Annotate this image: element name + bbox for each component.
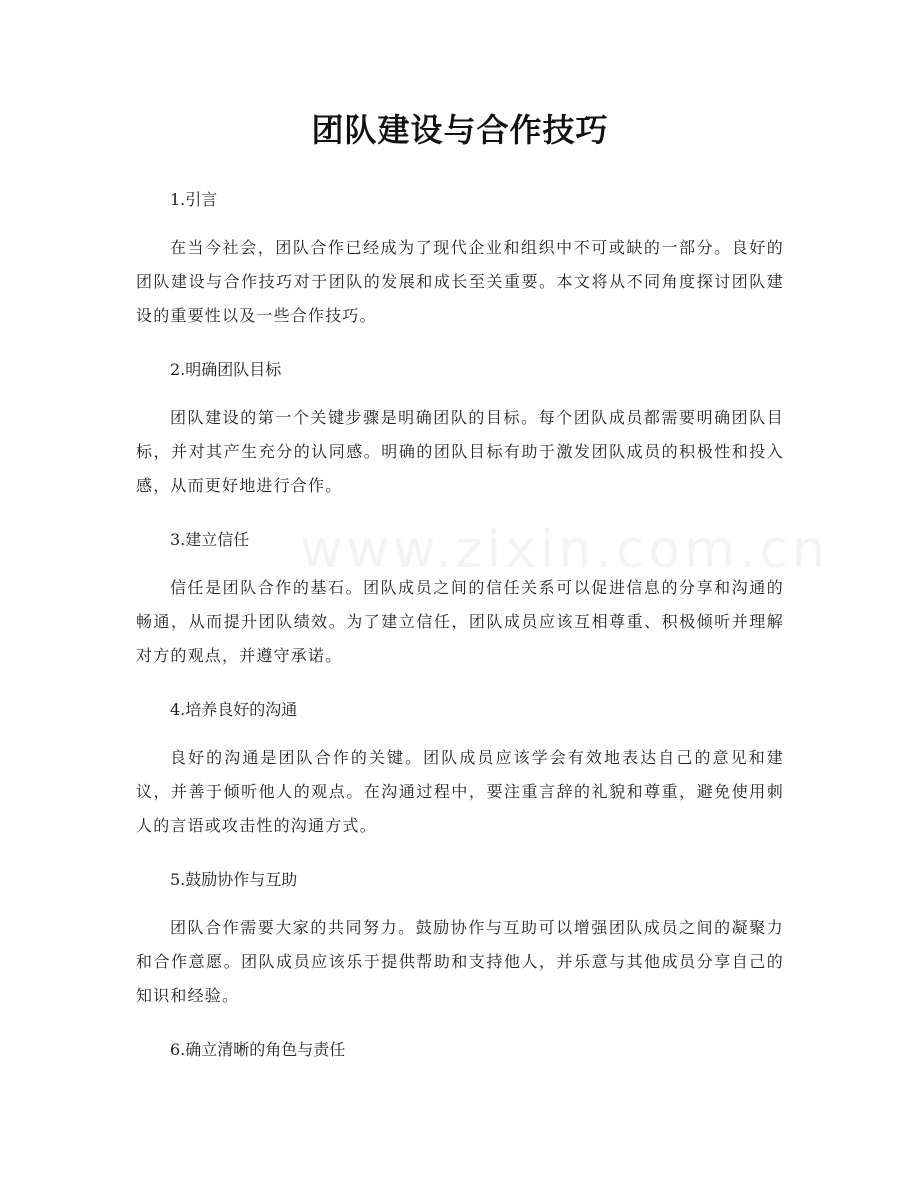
section-heading-roles: 6.确立清晰的角色与责任 xyxy=(170,1040,346,1059)
section-body-trust: 信任是团队合作的基石。团队成员之间的信任关系可以促进信息的分享和沟通的畅通，从而提升团队绩效。为了建立信任，团队成员应该互相尊重、积极倾听并理解对方的观点，并遵守承诺。 xyxy=(136,578,784,665)
section-body-communication: 良好的沟通是团队合作的关键。团队成员应该学会有效地表达自己的意见和建议，并善于倾听他人的观点。在沟通过程中，要注重言辞的礼貌和尊重，避免使用刺人的言语或攻击性的沟通方式。 xyxy=(136,748,784,835)
section-body-goals: 团队建设的第一个关键步骤是明确团队的目标。每个团队成员都需要明确团队目标，并对其产生充分的认同感。明确的团队目标有助于激发团队成员的积极性和投入感，从而更好地进行合作。 xyxy=(136,408,784,495)
section-heading-intro: 1.引言 xyxy=(170,190,218,209)
section-heading-communication: 4.培养良好的沟通 xyxy=(170,700,298,719)
document-title: 团队建设与合作技巧 xyxy=(311,111,609,149)
section-heading-goals: 2.明确团队目标 xyxy=(170,360,282,379)
section-heading-trust: 3.建立信任 xyxy=(170,530,250,549)
section-body-collaboration: 团队合作需要大家的共同努力。鼓励协作与互助可以增强团队成员之间的凝聚力和合作意愿。团队成员应该乐于提供帮助和支持他人，并乐意与其他成员分享自己的知识和经验。 xyxy=(136,918,784,1005)
section-heading-collaboration: 5.鼓励协作与互助 xyxy=(170,870,298,889)
watermark: www.zixin.com.cn xyxy=(300,520,829,580)
section-body-intro: 在当今社会，团队合作已经成为了现代企业和组织中不可或缺的一部分。良好的团队建设与合作技巧对于团队的发展和成长至关重要。本文将从不同角度探讨团队建设的重要性以及一些合作技巧。 xyxy=(136,238,784,325)
